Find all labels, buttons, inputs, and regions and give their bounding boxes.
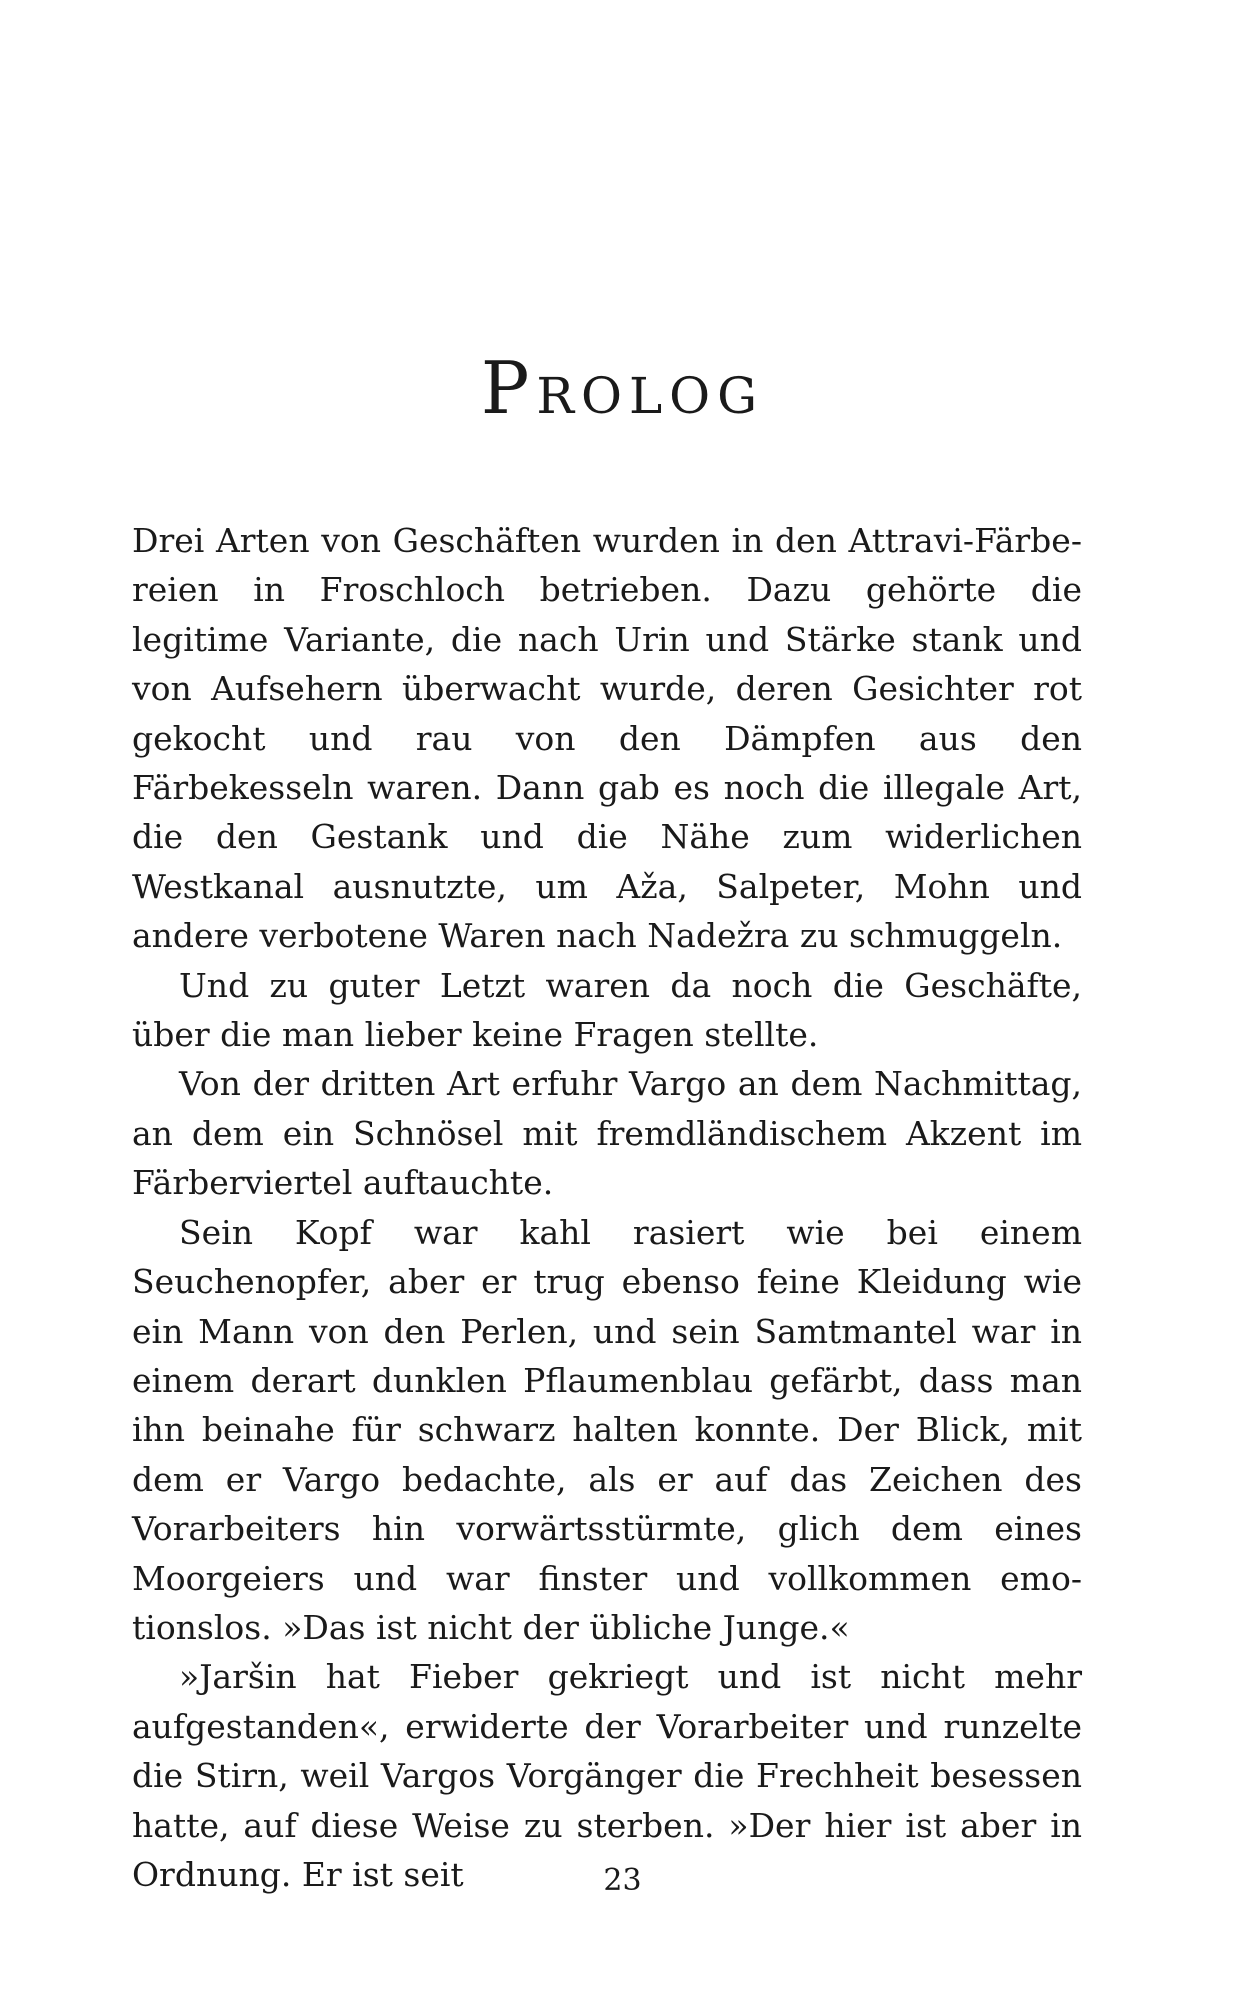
paragraph-3: Von der dritten Art erfuhr Vargo an dem Nachmittag, an dem ein Schnösel mit fremdländischem Akzent im Färberviertel auftauchte. bbox=[132, 1064, 1082, 1203]
chapter-title: Prolog bbox=[480, 346, 765, 430]
paragraph-1: Drei Arten von Geschäften wurden in den Attravi-Färbereien in Froschloch betrieben. Dazu gehörte die legitime Variante, die nach Urin und Stärke stank und von Aufsehern überwacht wurde, deren Gesichter rot gekocht und rau von den Dämpfen aus den Färbekesseln waren. Dann gab es noch die illegale Art, die den Gestank und die Nähe zum widerlichen Westkanal ausnutzte, um Aža, Salpeter, Mohn und andere verbotene Waren nach Nadežra zu schmuggeln. bbox=[132, 521, 1082, 956]
paragraph-5: »Jaršin hat Fieber gekriegt und ist nicht mehr aufgestanden«, erwiderte der Vorarbeiter und runzelte die Stirn, weil Vargos Vorgänger die Frechheit besessen hatte, auf diese Weise zu sterben. »Der hier ist aber in Ordnung. Er ist seit bbox=[132, 1657, 1082, 1894]
paragraph-4: Sein Kopf war kahl rasiert wie bei einem Seuchenopfer, aber er trug ebenso feine Kleidung wie ein Mann von den Perlen, und sein Samtmantel war in einem derart dunklen Pflaumenblau gefärbt, dass man ihn beinahe für schwarz halten konnte. Der Blick, mit dem er Vargo bedachte, als er auf das Zeichen des Vorarbeiters hin vorwärtsstürmte, glich dem eines Moorgeiers und war finster und vollkommen emotionslos. »Das ist nicht der übliche Junge.« bbox=[132, 1212, 1082, 1647]
chapter-body bbox=[132, 516, 1082, 1899]
paragraph-2: Und zu guter Letzt waren da noch die Geschäfte, über die man lieber keine Fragen stellte. bbox=[132, 965, 1082, 1055]
page-number: 23 bbox=[603, 1863, 642, 1898]
